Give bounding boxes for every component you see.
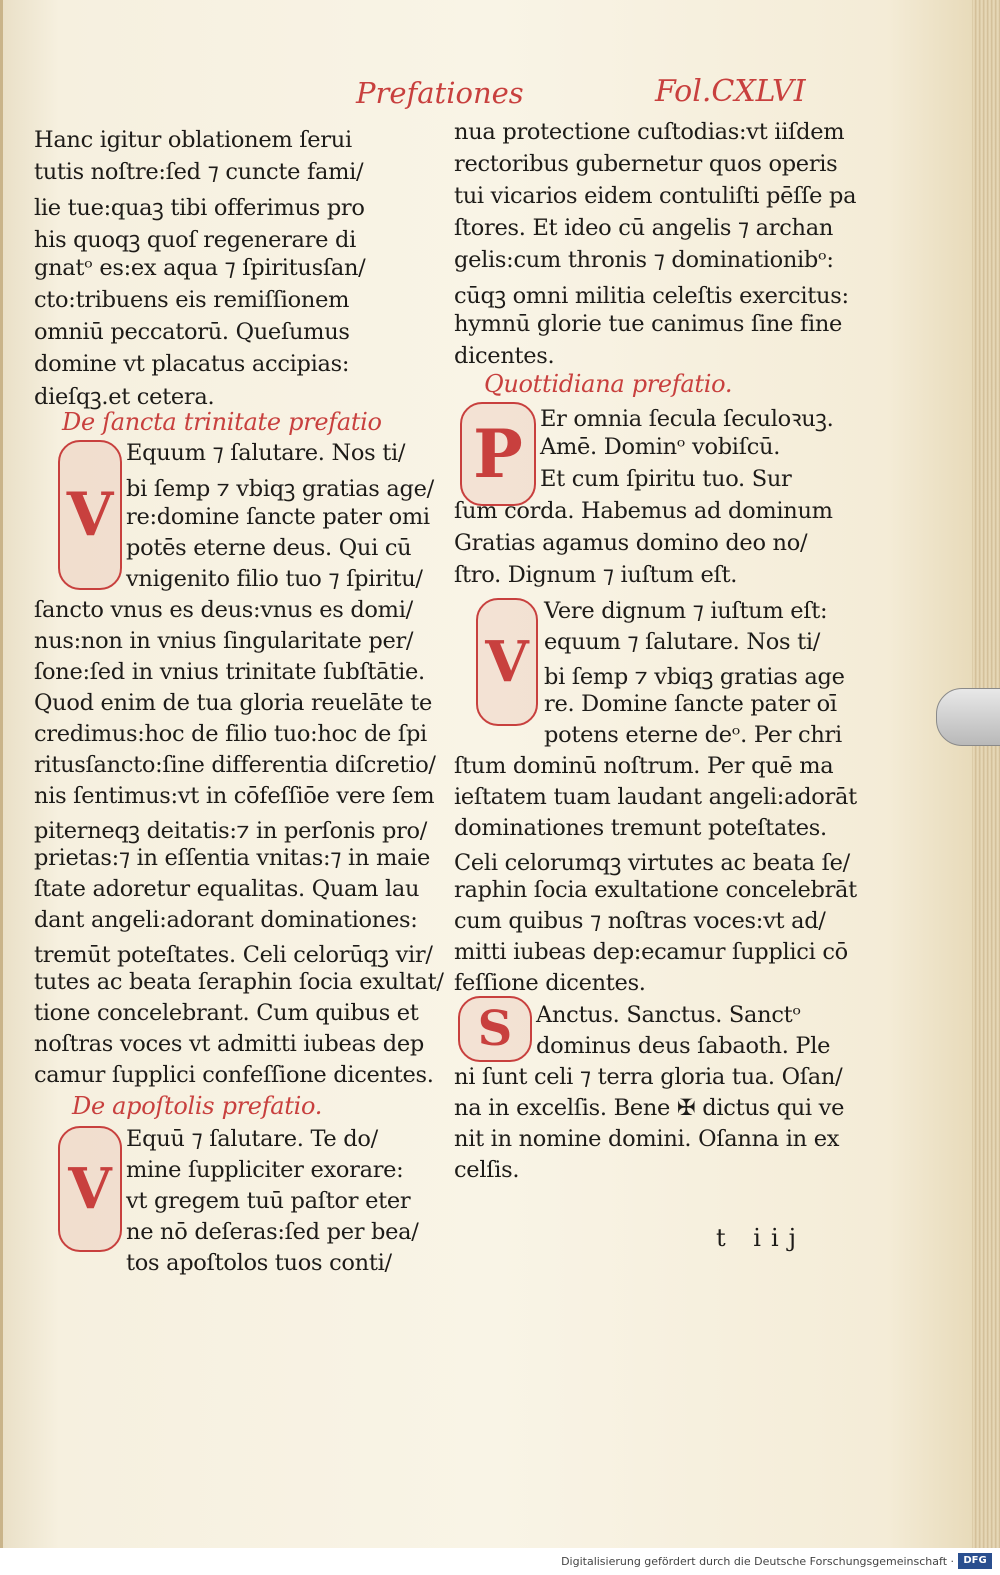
dfg-logo-icon: DFG [958, 1553, 992, 1569]
text-line: Equum ⁊ ſalutare. Nos ti/ [126, 440, 406, 466]
text-line: potens eterne deᵒ. Per chri [544, 722, 842, 748]
decorated-initial: V [58, 440, 122, 590]
text-line: re:domine ſancte pater omi [126, 504, 430, 530]
text-line: ni ſunt celi ⁊ terra gloria tua. Oſan/ [454, 1064, 843, 1090]
page-tab-marker [936, 688, 1000, 746]
text-line: nis ſentimus:vt in cōfeſſiōe vere ſem [34, 783, 435, 809]
text-line: bi ſemp ⁊ vbiqꝫ gratias age/ [126, 476, 434, 502]
text-line: camur ſupplici confeſſione dicentes. [34, 1062, 434, 1088]
text-line: Vere dignum ⁊ iuſtum eſt: [544, 598, 828, 624]
folio-number: Fol.CXLVI [655, 74, 806, 109]
text-line: ſtum dominū noſtrum. Per quē ma [454, 753, 834, 779]
text-line: na in excelſis. Bene ✠ dictus qui ve [454, 1095, 845, 1121]
text-line: ieſtatem tuam laudant angeli:adorāt [454, 784, 857, 810]
text-line: dominus deus ſabaoth. Ple [536, 1033, 831, 1059]
text-line: ſtores. Et ideo cū angelis ⁊ archan [454, 215, 834, 241]
gutter-edge [0, 0, 3, 1548]
text-line: celſis. [454, 1157, 520, 1183]
text-line: noſtras voces vt admitti iubeas dep [34, 1031, 424, 1057]
text-line: domine vt placatus accipias: [34, 351, 350, 377]
text-line: tos apoſtolos tuos conti/ [126, 1250, 392, 1276]
text-line: piterneqꝫ deitatis:⁊ in perſonis pro/ [34, 818, 428, 844]
footer-credit: Digitalisierung gefördert durch die Deutsche Forschungsgemeinschaft · [561, 1555, 954, 1568]
text-line: potēs eterne deus. Qui cū [126, 535, 412, 561]
text-line: Gratias agamus domino deo no/ [454, 530, 808, 556]
text-line: ſancto vnus es deus:vnus es domi/ [34, 597, 413, 623]
text-line: ne nō deſeras:ſed per bea/ [126, 1219, 419, 1245]
text-line: Anctus. Sanctus. Sanctᵒ [536, 1002, 801, 1028]
text-line: vnigenito filio tuo ⁊ ſpiritu/ [126, 566, 423, 592]
text-line: tremūt poteſtates. Celi celorūqꝫ vir/ [34, 942, 433, 968]
text-line: cto:tribuens eis remiſſionem [34, 287, 350, 313]
section-heading: De ſancta trinitate prefatio [62, 408, 382, 436]
decorated-initial: P [460, 402, 536, 506]
text-line: gelis:cum thronis ⁊ dominationibᵒ: [454, 247, 834, 273]
text-line: tutis noſtre:ſed ⁊ cuncte fami/ [34, 159, 364, 185]
text-line: ſum corda. Habemus ad dominum [454, 498, 833, 524]
text-line: dant angeli:adorant dominationes: [34, 907, 418, 933]
text-line: ſtro. Dignum ⁊ iuſtum eſt. [454, 562, 738, 588]
text-line: Amē. Dominᵒ vobiſcū. [540, 434, 781, 460]
text-line: omniū peccatorū. Queſumus [34, 319, 350, 345]
text-line: his quoqꝫ quoſ regenerare di [34, 227, 356, 253]
fore-edge-pages [972, 0, 1000, 1548]
text-line: nit in nomine domini. Oſanna in ex [454, 1126, 840, 1152]
text-line: Hanc igitur oblationem ſerui [34, 127, 352, 153]
text-line: tione concelebrant. Cum quibus et [34, 1000, 419, 1026]
decorated-initial: V [476, 598, 538, 726]
text-line: ritusſancto:ſine differentia diſcretio/ [34, 752, 436, 778]
text-line: vt gregem tuū paſtor eter [126, 1188, 411, 1214]
text-line: tutes ac beata ſeraphin ſocia exultat/ [34, 969, 444, 995]
running-title: Prefationes [356, 76, 524, 110]
section-heading: De apoſtolis prefatio. [72, 1092, 323, 1120]
decorated-initial: V [58, 1126, 122, 1252]
text-line: rectoribus gubernetur quos operis [454, 151, 838, 177]
text-line: nua protectione cuſtodias:vt iiſdem [454, 119, 845, 145]
section-heading: Quottidiana prefatio. [484, 370, 733, 398]
signature-mark: t iij [716, 1224, 807, 1252]
text-line: re. Domine ſancte pater oī [544, 691, 837, 717]
text-line: hymnū glorie tue canimus ſine fine [454, 311, 843, 337]
text-line: Et cum ſpiritu tuo. Sur [540, 466, 792, 492]
text-line: feſſione dicentes. [454, 970, 646, 996]
text-line: bi ſemp ⁊ vbiqꝫ gratias age [544, 664, 845, 690]
text-line: cūqꝫ omni militia celeſtis exercitus: [454, 283, 849, 309]
text-line: Er omnia ſecula ſeculoꝛuꝫ. [540, 406, 834, 432]
text-line: Equū ⁊ ſalutare. Te do/ [126, 1126, 378, 1152]
text-line: raphin ſocia exultatione concelebrāt [454, 877, 857, 903]
text-line: cum quibus ⁊ noſtras voces:vt ad/ [454, 908, 826, 934]
text-line: nus:non in vnius ſingularitate per/ [34, 628, 414, 654]
decorated-initial: S [458, 996, 532, 1062]
text-line: Celi celorumqꝫ virtutes ac beata ſe/ [454, 850, 850, 876]
text-line: ſtate adoretur equalitas. Quam lau [34, 876, 420, 902]
text-line: dieſqꝫ.et cetera. [34, 384, 215, 410]
text-line: mitti iubeas dep:ecamur ſupplici cō [454, 939, 848, 965]
text-line: tui vicarios eidem contuliſti pēſſe pa [454, 183, 857, 209]
text-line: dominationes tremunt poteſtates. [454, 815, 827, 841]
text-line: prietas:⁊ in eſſentia vnitas:⁊ in maie [34, 845, 431, 871]
text-line: equum ⁊ ſalutare. Nos ti/ [544, 629, 821, 655]
text-line: lie tue:quaꝫ tibi offerimus pro [34, 195, 365, 221]
text-line: mine ſuppliciter exorare: [126, 1157, 404, 1183]
text-line: Quod enim de tua gloria reuelāte te [34, 690, 433, 716]
text-line: dicentes. [454, 343, 555, 369]
text-line: credimus:hoc de filio tuo:hoc de ſpi [34, 721, 427, 747]
text-line: ſone:ſed in vnius trinitate ſubſtātie. [34, 659, 425, 685]
text-line: gnatᵒ es:ex aqua ⁊ ſpiritusſan/ [34, 255, 366, 281]
